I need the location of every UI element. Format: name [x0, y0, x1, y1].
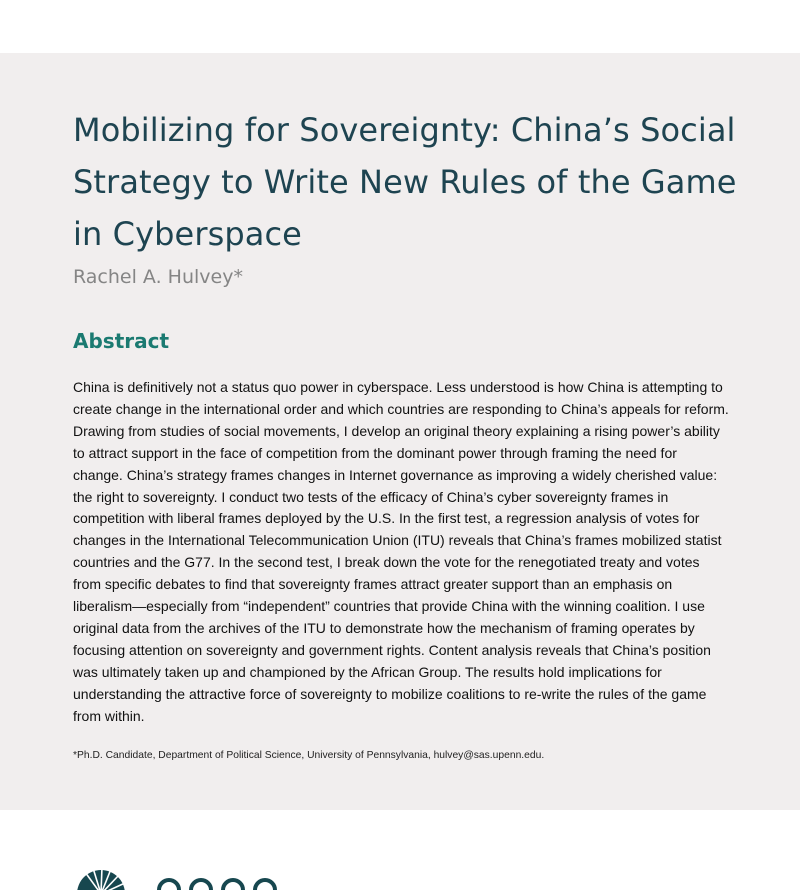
author-footnote: *Ph.D. Candidate, Department of Political Science, University of Pennsylvania, hulvey@sas.upenn.edu.	[73, 750, 545, 761]
abstract-heading: Abstract	[73, 329, 170, 353]
author-name: Rachel A. Hulvey*	[73, 266, 243, 288]
sunburst-logo-icon	[73, 866, 293, 890]
publisher-logo	[73, 866, 293, 890]
abstract-text: China is definitively not a status quo power in cyberspace. Less understood is how China is attempting to create change in the international order and which countries are responding to China’s appeals for reform. Drawing from studies of social movements, I develop an original theory explaining a rising power’s ability to attract support in the face of competition from the dominant power through framing the need for change. China’s strategy frames changes in Internet governance as improving a widely cherished value: the right to sovereignty. I conduct two tests of the efficacy of China’s cyber sovereignty frames in competition with liberal frames deployed by the U.S. In the first test, a regression analysis of votes for changes in the International Telecommunication Union (ITU) reveals that China’s frames mobilized statist countries and the G77. In the second test, I break down the vote for the renegotiated treaty and votes from specific debates to find that sovereignty frames attract greater support than an emphasis on liberalism—especially from “independent” countries that provide China with the winning coalition. I use original data from the archives of the ITU to demonstrate how the mechanism of framing operates by focusing attention on sovereignty and government rights. Content analysis reveals that China’s position was ultimately taken up and championed by the African Group. The results hold implications for understanding the attractive force of sovereignty to mobilize coalitions to re-write the rules of the game from within.	[73, 379, 729, 724]
paper-title: Mobilizing for Sovereignty: China’s Social Strategy to Write New Rules of the Game in Cyberspace	[73, 111, 737, 253]
